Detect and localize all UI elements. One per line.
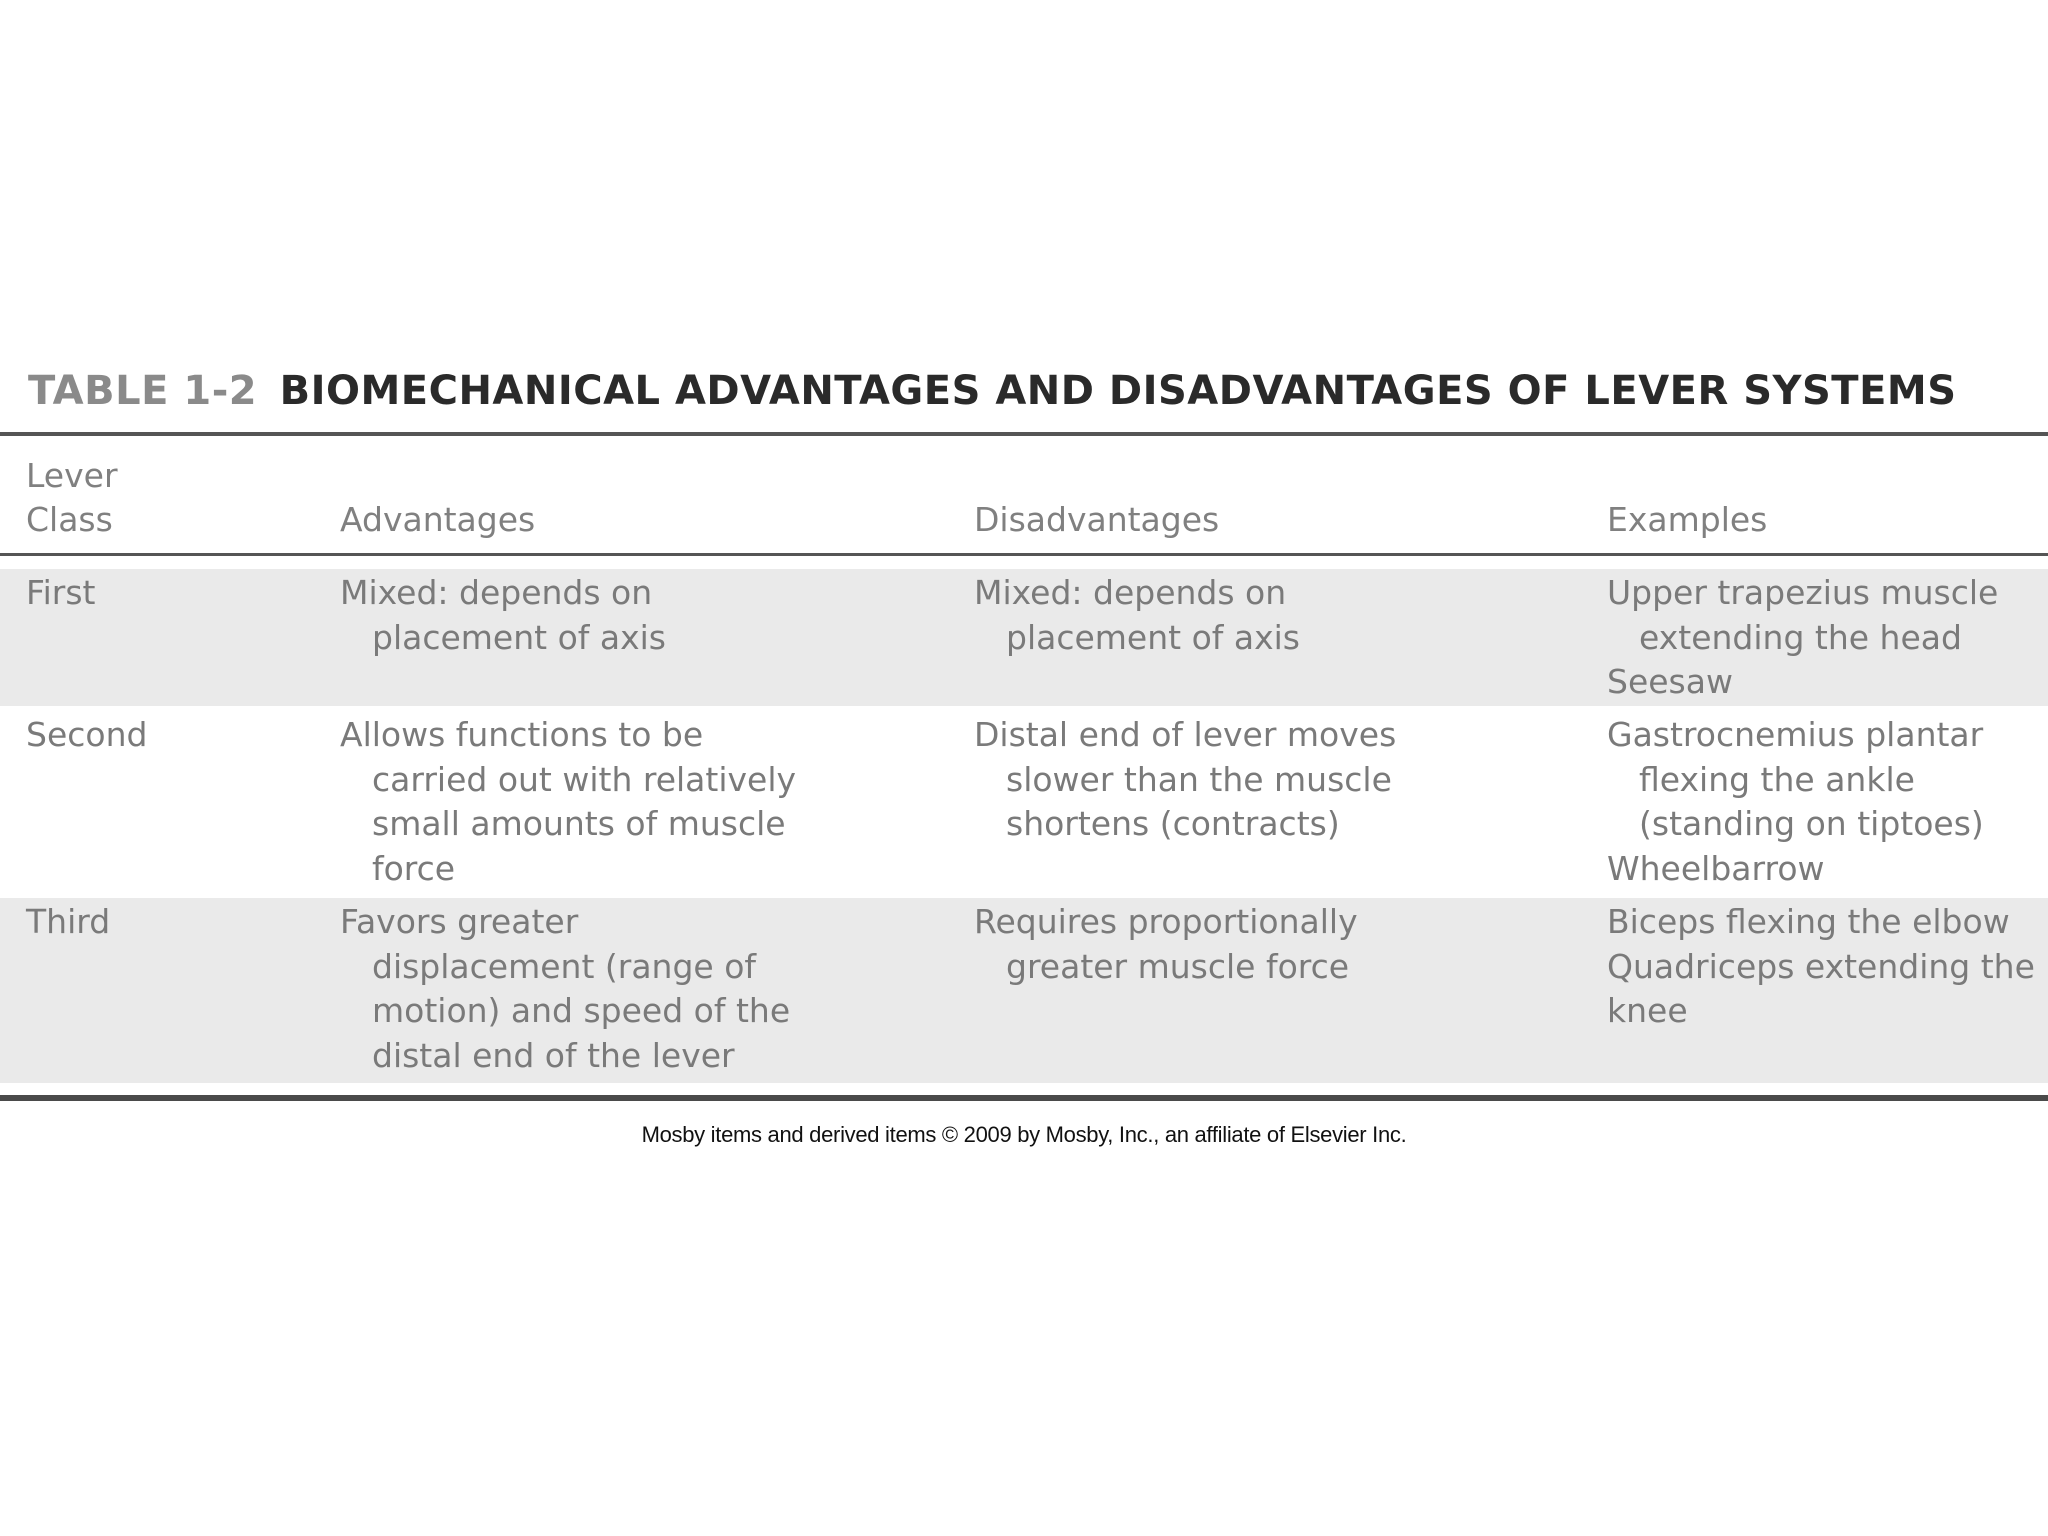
text-line: distal end of the lever — [372, 1035, 735, 1075]
text-line: Distal end of lever moves — [974, 715, 1397, 754]
text-line: slower than the muscle — [1006, 759, 1392, 799]
cell-examples — [1607, 571, 1998, 705]
table-bottom-rule — [0, 1095, 2048, 1101]
cell-examples — [1607, 713, 1984, 891]
copyright-credit: Mosby items and derived items © 2009 by Mosby, Inc., an affiliate of Elsevier Inc. — [641, 1122, 1407, 1147]
table-header-rule — [0, 553, 2048, 556]
cell-disadvantages — [974, 571, 1300, 660]
text-line: Requires proportionally — [974, 902, 1358, 941]
text-line: Gastrocnemius plantar — [1607, 715, 1984, 754]
cell-lever-class: Third — [26, 902, 111, 941]
text-line: Seesaw — [1607, 662, 1733, 701]
text-line: Mixed: depends on — [340, 573, 653, 612]
table-number: TABLE 1-2 — [28, 368, 258, 414]
text-line: Mixed: depends on — [974, 573, 1287, 612]
header-examples: Examples — [1607, 500, 1768, 539]
text-line: extending the head — [1639, 617, 1962, 657]
cell-disadvantages — [974, 713, 1396, 847]
table-top-rule — [0, 432, 2048, 436]
cell-lever-class: First — [26, 573, 96, 612]
table-caption — [28, 368, 1957, 414]
header-disadvantages: Disadvantages — [974, 500, 1220, 539]
cell-disadvantages — [974, 900, 1358, 989]
text-line: carried out with relatively — [372, 759, 797, 799]
text-line: motion) and speed of the — [372, 991, 791, 1030]
text-line: (standing on tiptoes) — [1639, 804, 1984, 843]
text-line: Upper trapezius muscle — [1607, 573, 1999, 612]
cell-lever-class: Second — [26, 715, 148, 754]
text-line: Wheelbarrow — [1607, 848, 1825, 888]
text-line: Allows functions to be — [340, 715, 704, 754]
text-line: Quadriceps extending the — [1607, 946, 2035, 986]
text-line: shortens (contracts) — [1006, 804, 1340, 843]
cell-advantages — [340, 713, 796, 891]
table-title: BIOMECHANICAL ADVANTAGES AND DISADVANTAGES OF LEVER SYSTEMS — [279, 368, 1957, 414]
text-line: placement of axis — [372, 617, 666, 657]
text-line: flexing the ankle — [1639, 759, 1915, 799]
text-line: placement of axis — [1006, 617, 1300, 657]
text-line: displacement (range of — [372, 946, 757, 986]
text-line: Favors greater — [340, 902, 579, 941]
header-lever-class-line1: Lever — [26, 456, 118, 495]
header-lever-class — [26, 454, 118, 542]
cell-advantages — [340, 900, 790, 1078]
text-line: knee — [1607, 991, 1688, 1030]
text-line: force — [372, 848, 456, 888]
cell-advantages — [340, 571, 666, 660]
header-lever-class-line2: Class — [26, 500, 113, 539]
text-line: greater muscle force — [1006, 946, 1350, 986]
cell-examples — [1607, 900, 2035, 1034]
text-line: small amounts of muscle — [372, 804, 786, 843]
text-line: Biceps flexing the elbow — [1607, 902, 2010, 941]
header-advantages: Advantages — [340, 500, 536, 539]
